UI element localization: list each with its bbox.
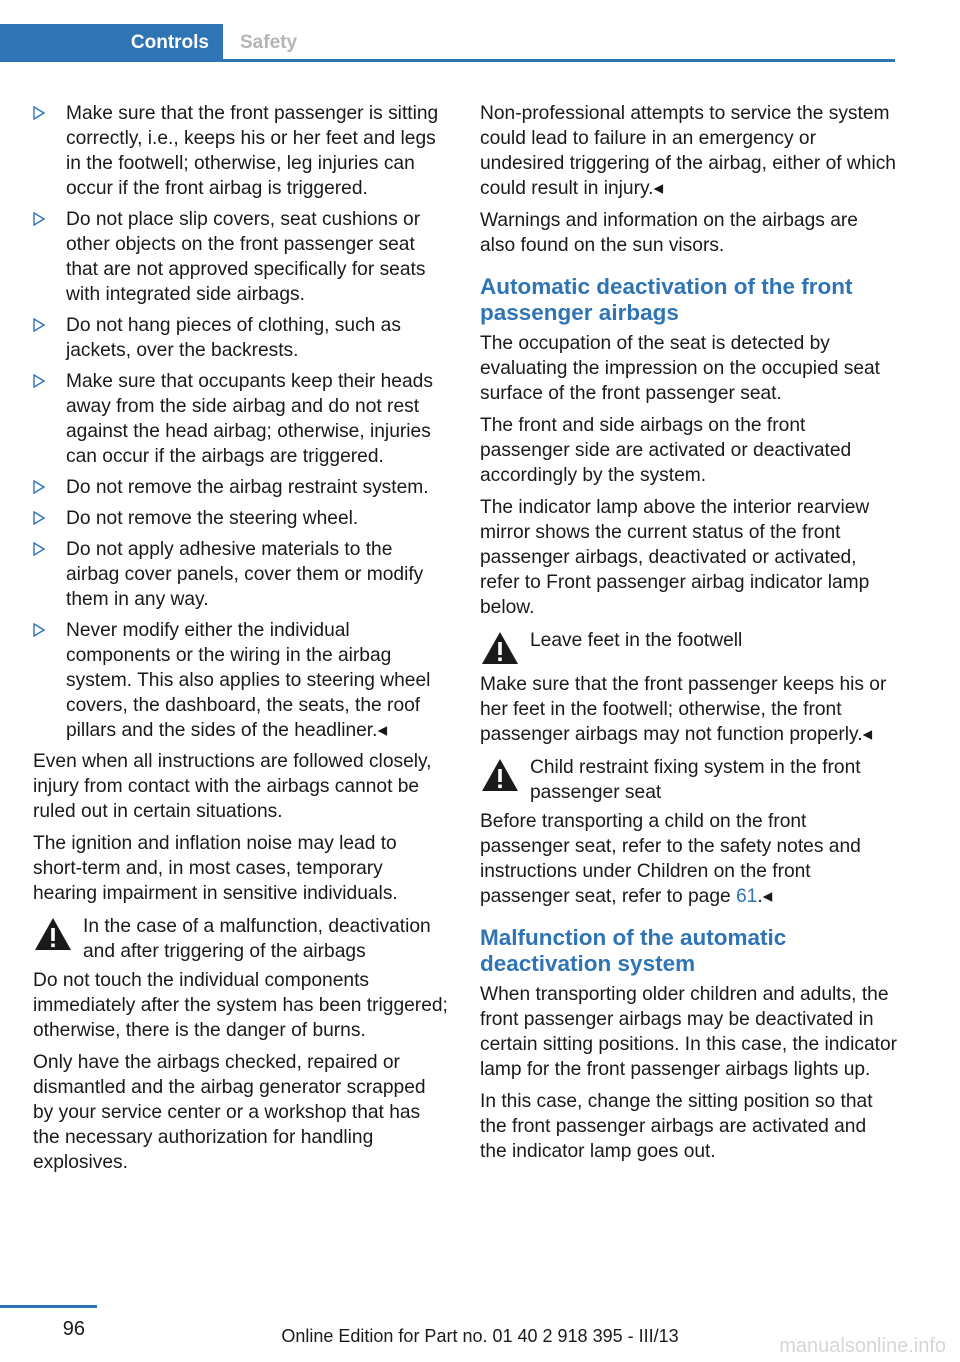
- footer-divider: [0, 1305, 97, 1308]
- warning-text: [480, 809, 898, 909]
- paragraph: Only have the airbags checked, repaired or dismantled and the airbag generator scrapped by your service center or a workshop that has the necessary authorization for handling explosives.: [33, 1052, 426, 1173]
- paragraph: Do not touch the individual components immediately after the system has been triggered; otherwise, there is the danger of burns.: [33, 970, 448, 1041]
- warning-block: [480, 755, 898, 805]
- safety-bullet-list: [33, 101, 450, 743]
- right-column: [480, 101, 898, 1171]
- bullet-triangle-icon: [33, 210, 45, 228]
- list-item: [33, 313, 450, 363]
- list-item: [33, 537, 450, 612]
- list-item: [33, 369, 450, 469]
- list-item-text: Make sure that occupants keep their heads away from the side airbag and do not rest against the head airbag; otherwise, injuries can occur if the airbags are triggered.: [66, 371, 433, 467]
- list-item: [33, 506, 450, 531]
- watermark: manualsonline.info: [779, 1335, 946, 1357]
- paragraph: The indicator lamp above the interior rearview mirror shows the current status of the front passenger airbags, deactivated or activated, refer to Front passenger airbag indicator lamp below.: [480, 497, 870, 618]
- paragraph: The front and side airbags on the front passenger side are activated or deactivated accordingly by the system.: [480, 415, 852, 486]
- bullet-triangle-icon: [33, 104, 45, 122]
- list-item-text: Do not place slip covers, seat cushions or other objects on the front passenger seat that are not approved specifically for seats with integrated side airbags.: [66, 209, 426, 305]
- warning-block: [33, 914, 450, 964]
- header-divider: [0, 59, 895, 62]
- section-heading: Malfunction of the automatic deactivation system: [480, 925, 787, 976]
- page-header: [0, 0, 895, 62]
- list-item-text: Do not remove the airbag restraint system.: [66, 477, 429, 498]
- bullet-triangle-icon: [33, 540, 45, 558]
- paragraph: Non-professional attempts to service the system could lead to failure in an emergency or undesired triggering of the airbag, either of which could result in injury.◂: [480, 103, 896, 199]
- list-item: [33, 475, 450, 500]
- warning-triangle-icon: [480, 757, 520, 793]
- tab-safety[interactable]: Safety: [240, 32, 298, 53]
- text-span: Before transporting a child on the front passenger seat, refer to the safety notes and instructions under Children on the front passenger seat, refer to page: [480, 811, 861, 907]
- warning-block: [480, 628, 898, 668]
- warning-title: Child restraint fixing system in the front passenger seat: [530, 757, 861, 803]
- bullet-triangle-icon: [33, 621, 45, 639]
- list-item: [33, 618, 450, 743]
- list-item-text: Do not apply adhesive materials to the airbag cover panels, cover them or modify them in any way.: [66, 539, 424, 610]
- paragraph: When transporting older children and adults, the front passenger airbags may be deactivated in certain sitting positions. In this case, the indicator lamp for the front passenger airbags lights up.: [480, 984, 898, 1080]
- warning-title: Leave feet in the footwell: [530, 630, 743, 651]
- warning-triangle-icon: [480, 630, 520, 666]
- paragraph: Even when all instructions are followed closely, injury from contact with the airbags cannot be ruled out in certain situations.: [33, 751, 432, 822]
- section-heading: Automatic deactivation of the front passenger airbags: [480, 274, 853, 325]
- bullet-triangle-icon: [33, 509, 45, 527]
- list-item-text: Make sure that the front passenger is sitting correctly, i.e., keeps his or her feet and legs in the footwell; otherwise, leg injuries can occur if the front airbag is triggered.: [66, 103, 439, 199]
- page-number: 96: [62, 1318, 85, 1340]
- paragraph: In this case, change the sitting position so that the front passenger airbags are activated and the indicator lamp goes out.: [480, 1091, 873, 1162]
- text-span: .◂: [757, 886, 773, 907]
- tab-controls[interactable]: Controls: [0, 24, 223, 62]
- page-link[interactable]: 61: [736, 886, 758, 907]
- warning-text: Make sure that the front passenger keeps his or her feet in the footwell; otherwise, the front passenger airbags may not function properly.◂: [480, 674, 887, 745]
- list-item-text: Never modify either the individual components or the wiring in the airbag system. This also applies to steering wheel covers, the dashboard, the seats, the roof pillars and the sides of the headliner.◂: [66, 620, 431, 741]
- left-column: [33, 101, 450, 1182]
- warning-title: In the case of a malfunction, deactivation and after triggering of the airbags: [83, 916, 431, 962]
- paragraph: The occupation of the seat is detected by evaluating the impression on the occupied seat surface of the front passenger seat.: [480, 333, 880, 404]
- bullet-triangle-icon: [33, 316, 45, 334]
- paragraph: Warnings and information on the airbags are also found on the sun visors.: [480, 210, 858, 256]
- list-item: [33, 207, 450, 307]
- list-item-text: Do not hang pieces of clothing, such as jackets, over the backrests.: [66, 315, 401, 361]
- bullet-triangle-icon: [33, 478, 45, 496]
- warning-triangle-icon: [33, 916, 73, 952]
- list-item-text: Do not remove the steering wheel.: [66, 508, 359, 529]
- list-item: [33, 101, 450, 201]
- bullet-triangle-icon: [33, 372, 45, 390]
- paragraph: The ignition and inflation noise may lead to short-term and, in most cases, temporary hearing impairment in sensitive individuals.: [33, 833, 398, 904]
- edition-text: Online Edition for Part no. 01 40 2 918 395 - III/13: [281, 1326, 679, 1346]
